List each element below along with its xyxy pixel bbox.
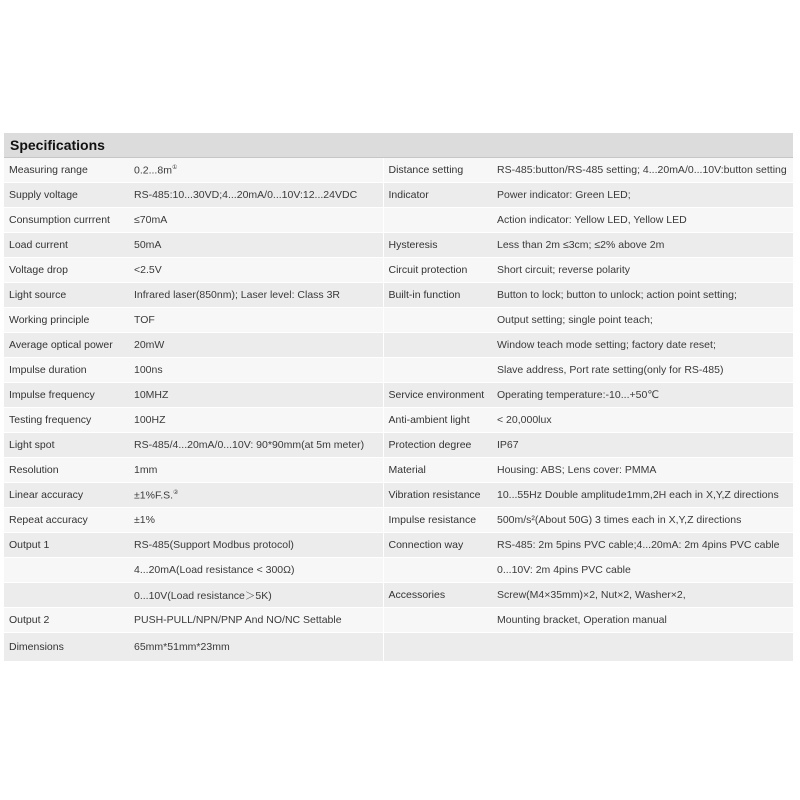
spec-value-text: IP67 bbox=[497, 439, 519, 451]
spec-label bbox=[383, 433, 492, 458]
spec-label bbox=[383, 208, 492, 233]
spec-label bbox=[383, 458, 492, 483]
spec-label bbox=[4, 308, 129, 333]
spec-value-text: Operating temperature:-10...+50℃ bbox=[497, 389, 660, 401]
spec-label bbox=[383, 633, 492, 662]
spec-label-text: Built-in function bbox=[388, 289, 461, 301]
spec-value-text: Mounting bracket, Operation manual bbox=[497, 614, 667, 626]
table-row bbox=[4, 533, 793, 558]
spec-label bbox=[383, 308, 492, 333]
spec-value bbox=[129, 183, 383, 208]
spec-label bbox=[383, 608, 492, 633]
spec-value bbox=[492, 608, 793, 633]
spec-value bbox=[492, 358, 793, 383]
spec-label bbox=[4, 433, 129, 458]
spec-label-text: Material bbox=[388, 464, 426, 476]
spec-value-text: RS-485: 2m 5pins PVC cable;4...20mA: 2m 4pins PVC cable bbox=[497, 539, 780, 551]
spec-label bbox=[383, 158, 492, 183]
spec-label bbox=[383, 558, 492, 583]
spec-label-text: Output 1 bbox=[9, 539, 50, 551]
specifications-title: Specifications bbox=[4, 133, 793, 158]
spec-label-text: Dimensions bbox=[9, 641, 64, 653]
spec-value bbox=[492, 333, 793, 358]
spec-value bbox=[129, 633, 383, 662]
spec-value-text: 4...20mA(Load resistance < 300Ω) bbox=[134, 564, 295, 576]
footnote-marker: ① bbox=[171, 164, 178, 171]
spec-value bbox=[492, 158, 793, 183]
spec-label-text: Testing frequency bbox=[9, 414, 92, 426]
spec-value-text: ±1%F.S. bbox=[134, 489, 174, 502]
spec-label bbox=[383, 333, 492, 358]
spec-label bbox=[383, 183, 492, 208]
spec-value bbox=[492, 633, 793, 662]
spec-value bbox=[492, 483, 793, 508]
spec-label bbox=[383, 233, 492, 258]
table-row bbox=[4, 383, 793, 408]
spec-label bbox=[383, 508, 492, 533]
spec-label bbox=[383, 533, 492, 558]
table-row bbox=[4, 258, 793, 283]
table-row bbox=[4, 308, 793, 333]
spec-value bbox=[129, 408, 383, 433]
spec-value-text: Less than 2m ≤3cm; ≤2% above 2m bbox=[497, 239, 665, 251]
spec-value bbox=[129, 358, 383, 383]
spec-value-text: RS-485:10...30VD;4...20mA/0...10V:12...24VDC bbox=[134, 189, 358, 201]
spec-value bbox=[129, 558, 383, 583]
spec-value-text: < 20,000lux bbox=[497, 414, 552, 426]
spec-label-text: Measuring range bbox=[9, 164, 88, 176]
spec-value bbox=[129, 508, 383, 533]
spec-value bbox=[492, 558, 793, 583]
spec-label-text: Impulse resistance bbox=[388, 514, 477, 526]
spec-value-text: Output setting; single point teach; bbox=[497, 314, 653, 326]
spec-label bbox=[383, 383, 492, 408]
spec-value bbox=[492, 383, 793, 408]
spec-value bbox=[129, 258, 383, 283]
spec-value-text: Window teach mode setting; factory date reset; bbox=[497, 339, 716, 351]
spec-label-text: Service environment bbox=[388, 389, 485, 401]
spec-value bbox=[129, 433, 383, 458]
spec-value-text: 50mA bbox=[134, 239, 162, 251]
spec-label bbox=[4, 408, 129, 433]
spec-value-text: 10...55Hz Double amplitude1mm,2H each in X,Y,Z directions bbox=[497, 489, 779, 501]
spec-value bbox=[129, 533, 383, 558]
table-row bbox=[4, 233, 793, 258]
spec-value bbox=[129, 308, 383, 333]
spec-label bbox=[4, 458, 129, 483]
spec-value-text: RS-485(Support Modbus protocol) bbox=[134, 539, 294, 551]
spec-value bbox=[129, 483, 383, 508]
spec-label bbox=[383, 358, 492, 383]
spec-label-text: Output 2 bbox=[9, 614, 50, 626]
table-row bbox=[4, 433, 793, 458]
spec-value bbox=[492, 408, 793, 433]
table-row bbox=[4, 333, 793, 358]
spec-label-text: Anti-ambient light bbox=[388, 414, 470, 426]
spec-value bbox=[492, 583, 793, 608]
spec-value bbox=[492, 458, 793, 483]
spec-value-text: Slave address, Port rate setting(only for RS-485) bbox=[497, 364, 724, 376]
table-row bbox=[4, 408, 793, 433]
spec-value-text: RS-485:button/RS-485 setting; 4...20mA/0...10V:button setting bbox=[497, 164, 787, 176]
spec-value bbox=[492, 308, 793, 333]
table-row bbox=[4, 558, 793, 583]
spec-value-text: Short circuit; reverse polarity bbox=[497, 264, 631, 276]
spec-label bbox=[4, 558, 129, 583]
spec-value-text: Button to lock; button to unlock; action point setting; bbox=[497, 289, 737, 301]
spec-label bbox=[383, 483, 492, 508]
spec-label-text: Light spot bbox=[9, 439, 55, 451]
spec-label bbox=[383, 583, 492, 608]
spec-value-text: 65mm*51mm*23mm bbox=[134, 641, 230, 653]
spec-value bbox=[129, 233, 383, 258]
spec-value bbox=[492, 508, 793, 533]
spec-label bbox=[4, 283, 129, 308]
spec-value bbox=[492, 433, 793, 458]
spec-label-text: Linear accuracy bbox=[9, 489, 84, 501]
table-row bbox=[4, 633, 793, 662]
spec-label bbox=[383, 283, 492, 308]
spec-value bbox=[492, 208, 793, 233]
spec-value bbox=[129, 208, 383, 233]
spec-value-text: ≤70mA bbox=[134, 214, 168, 226]
spec-value-text: 0...10V: 2m 4pins PVC cable bbox=[497, 564, 631, 576]
spec-value-text: 100ns bbox=[134, 364, 163, 376]
table-row bbox=[4, 508, 793, 533]
table-row bbox=[4, 608, 793, 633]
spec-label-text: Connection way bbox=[388, 539, 464, 551]
spec-label-text: Load current bbox=[9, 239, 68, 251]
spec-label-text: Accessories bbox=[388, 589, 446, 601]
spec-value bbox=[492, 283, 793, 308]
spec-value-text: 100HZ bbox=[134, 414, 166, 426]
spec-value bbox=[129, 333, 383, 358]
spec-value bbox=[129, 458, 383, 483]
spec-label bbox=[4, 508, 129, 533]
footnote-marker: ② bbox=[173, 489, 179, 496]
table-row bbox=[4, 583, 793, 608]
table-row bbox=[4, 158, 793, 183]
spec-value-text: Screw(M4×35mm)×2, Nut×2, Washer×2, bbox=[497, 589, 686, 601]
spec-label-text: Impulse duration bbox=[9, 364, 87, 376]
spec-value-text: PUSH-PULL/NPN/PNP And NO/NC Settable bbox=[134, 614, 342, 626]
spec-label bbox=[4, 333, 129, 358]
spec-label bbox=[383, 258, 492, 283]
spec-label bbox=[4, 233, 129, 258]
spec-label bbox=[4, 533, 129, 558]
spec-value bbox=[492, 258, 793, 283]
spec-label-text: Hysteresis bbox=[388, 239, 438, 251]
spec-label-text: Voltage drop bbox=[9, 264, 68, 276]
spec-label-text: Average optical power bbox=[9, 339, 113, 351]
spec-value bbox=[129, 383, 383, 408]
spec-label bbox=[4, 258, 129, 283]
spec-label-text: Impulse frequency bbox=[9, 389, 95, 401]
spec-label bbox=[4, 583, 129, 608]
spec-value-text: 0...10V(Load resistance＞5K) bbox=[134, 589, 272, 602]
spec-label bbox=[4, 633, 129, 662]
spec-label-text: Working principle bbox=[9, 314, 90, 326]
table-row bbox=[4, 208, 793, 233]
spec-label-text: Resolution bbox=[9, 464, 59, 476]
spec-label bbox=[4, 483, 129, 508]
spec-label bbox=[4, 608, 129, 633]
spec-value-text: TOF bbox=[134, 314, 155, 326]
specifications-sheet bbox=[4, 133, 793, 662]
spec-label-text: Circuit protection bbox=[388, 264, 468, 276]
table-row bbox=[4, 458, 793, 483]
table-row bbox=[4, 283, 793, 308]
spec-value-text: 500m/s²(About 50G) 3 times each in X,Y,Z directions bbox=[497, 514, 742, 526]
spec-label-text: Protection degree bbox=[388, 439, 472, 451]
specifications-table bbox=[4, 158, 793, 662]
spec-label bbox=[4, 158, 129, 183]
spec-label-text: Supply voltage bbox=[9, 189, 78, 201]
spec-value bbox=[129, 283, 383, 308]
spec-value-text: Action indicator: Yellow LED, Yellow LED bbox=[497, 214, 687, 226]
spec-value bbox=[492, 233, 793, 258]
spec-value-text: 0.2...8m bbox=[134, 164, 172, 177]
spec-label-text: Repeat accuracy bbox=[9, 514, 88, 526]
spec-label-text: Distance setting bbox=[388, 164, 464, 176]
spec-value-text: ±1% bbox=[134, 514, 155, 526]
spec-value-text: 20mW bbox=[134, 339, 165, 351]
spec-value bbox=[129, 608, 383, 633]
spec-label bbox=[4, 383, 129, 408]
spec-value-text: 10MHZ bbox=[134, 389, 169, 401]
spec-value-text: Infrared laser(850nm); Laser level: Class 3R bbox=[134, 289, 341, 301]
spec-label bbox=[383, 408, 492, 433]
spec-value bbox=[492, 183, 793, 208]
spec-label bbox=[4, 183, 129, 208]
spec-value-text: <2.5V bbox=[134, 264, 162, 276]
spec-value-text: Power indicator: Green LED; bbox=[497, 189, 631, 201]
table-row bbox=[4, 358, 793, 383]
spec-value-text: 1mm bbox=[134, 464, 158, 476]
spec-value bbox=[492, 533, 793, 558]
spec-label bbox=[4, 208, 129, 233]
spec-value bbox=[129, 158, 383, 183]
spec-value-text: Housing: ABS; Lens cover: PMMA bbox=[497, 464, 657, 476]
spec-label-text: Light source bbox=[9, 289, 67, 301]
spec-label-text: Indicator bbox=[388, 189, 429, 201]
spec-value-text: RS-485/4...20mA/0...10V: 90*90mm(at 5m meter) bbox=[134, 439, 365, 451]
spec-label-text: Vibration resistance bbox=[388, 489, 481, 501]
spec-value bbox=[129, 583, 383, 608]
table-row bbox=[4, 183, 793, 208]
spec-label-text: Consumption currrent bbox=[9, 214, 110, 226]
spec-label bbox=[4, 358, 129, 383]
table-row bbox=[4, 483, 793, 508]
